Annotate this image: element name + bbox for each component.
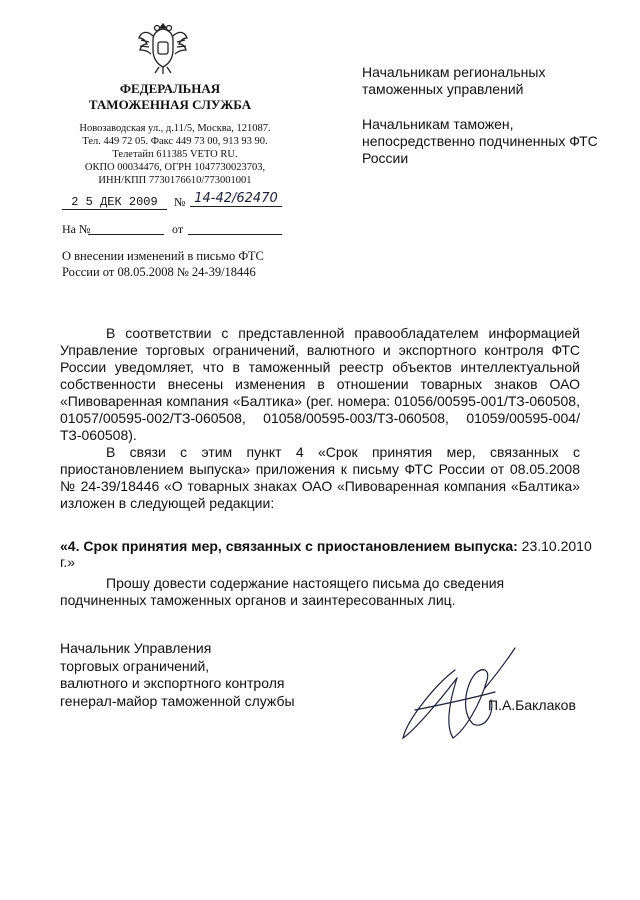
organization-name-line1: ФЕДЕРАЛЬНАЯ	[119, 81, 221, 96]
quoted-clause-value: 23.10.2010 г.»	[60, 538, 592, 570]
recipients	[362, 64, 602, 185]
reference-number-blank	[88, 234, 164, 235]
address-line: Телетайп 611385 VETO RU.	[112, 149, 238, 160]
recipient: Начальникам региональных таможенных управлений	[362, 64, 546, 97]
signer-title	[60, 640, 320, 710]
handwritten-signature	[395, 640, 535, 750]
organization-address	[60, 122, 290, 187]
address-line: ИНН/КПП 7730176610/773001001	[98, 175, 252, 186]
signer-title-line: генерал-майор таможенной службы	[60, 692, 295, 709]
reference-date-blank	[188, 234, 282, 235]
recipient: Начальникам таможен, непосредственно подчиненных ФТС России	[362, 116, 598, 166]
address-line: ОКПО 00034476, ОГРН 1047730023703,	[84, 162, 266, 173]
body-paragraph: В соответствии с представленной правообладателем информацией Управление торговых ограничений, валютного и экспортного контроля ФТС России уведомляет, что в таможенный реестр объектов интеллектуальной собственности внесены изменения в отношении товарных знаков ОАО «Пивоваренная компания «Балтика» (рег. номера: 01056/00595-001/ТЗ-060508, 01057/00595-002/ТЗ-060508, 01058/00595-003/ТЗ-060508, 01059/00595-004/ТЗ-060508).	[60, 325, 580, 443]
signer-title-line: торговых ограничений,	[60, 657, 210, 674]
registration-date-stamp: 2 5 ДЕК 2009	[62, 195, 167, 210]
signer-title-line: валютного и экспортного контроля	[60, 675, 285, 691]
quoted-clause-title: «4. Срок принятия мер, связанных с приостановлением выпуска:	[60, 538, 518, 554]
request-paragraph	[60, 575, 580, 609]
body-paragraph: В связи с этим пункт 4 «Срок принятия мер, связанных с приостановлением выпуска» приложения к письму ФТС России от 08.05.2008 № 24-39/18446 «О товарных знаках ОАО «Пивоваренная компания «Балтика» изложен в следующей редакции:	[60, 444, 580, 511]
quoted-clause	[60, 538, 600, 570]
reference-number-label: На №	[62, 222, 91, 236]
russian-coat-of-arms-icon	[137, 20, 189, 76]
address-line: Тел. 449 72 05. Факс 449 73 00, 913 93 90.	[82, 136, 268, 147]
registration-number-label: №	[174, 195, 186, 209]
reference-date-label: от	[172, 222, 184, 236]
registration-line	[60, 191, 285, 217]
organization-name	[70, 81, 270, 113]
letter-subject: О внесении изменений в письмо ФТС России от 08.05.2008 № 24-39/18446	[62, 249, 264, 279]
address-line: Новозаводская ул., д.11/5, Москва, 121087.	[79, 123, 271, 134]
signer-name: П.А.Баклаков	[488, 697, 576, 713]
request-text: Прошу довести содержание настоящего письма до сведения подчиненных таможенных органов и заинтересованных лиц.	[60, 575, 505, 608]
registration-number: 14-42/62470	[190, 191, 282, 207]
letter-body	[60, 325, 580, 512]
signer-title-line: Начальник Управления	[60, 640, 212, 656]
organization-name-line2: ТАМОЖЕННАЯ СЛУЖБА	[88, 97, 252, 112]
